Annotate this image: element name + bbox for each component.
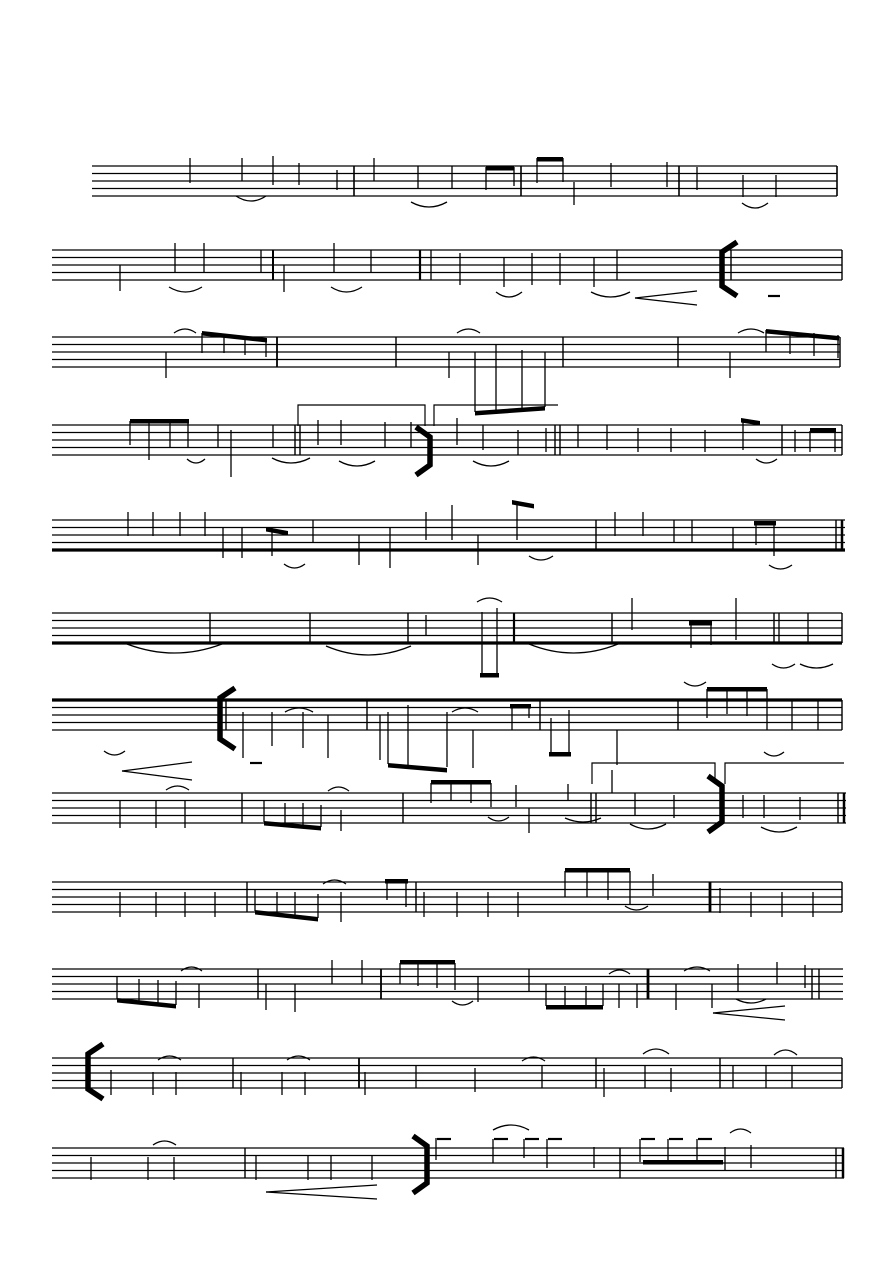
beam bbox=[266, 527, 288, 536]
beam bbox=[388, 763, 447, 773]
hairpin-crescendo bbox=[122, 771, 192, 780]
staff-7 bbox=[52, 687, 842, 780]
beam bbox=[810, 428, 836, 433]
staff-6 bbox=[52, 598, 842, 686]
slur-under bbox=[630, 824, 666, 829]
slur-over bbox=[609, 970, 630, 974]
beam bbox=[766, 329, 839, 341]
brace-glyph bbox=[416, 427, 430, 475]
slur-under bbox=[339, 461, 375, 466]
tuplet-bracket bbox=[592, 763, 715, 784]
beam bbox=[549, 752, 571, 757]
slur-under bbox=[764, 752, 784, 756]
slur-under bbox=[529, 556, 553, 560]
beam bbox=[400, 960, 455, 965]
hairpin-crescendo bbox=[266, 1192, 377, 1199]
slur-over bbox=[166, 786, 189, 790]
brace-glyph bbox=[413, 1136, 427, 1193]
slur-over bbox=[643, 1049, 669, 1054]
staff-8 bbox=[52, 763, 846, 833]
brace-glyph bbox=[88, 1044, 103, 1099]
slur-under bbox=[127, 644, 222, 653]
hairpin-crescendo bbox=[635, 298, 697, 305]
brace-glyph bbox=[220, 688, 235, 749]
slur-under bbox=[411, 202, 447, 207]
slur-over bbox=[285, 708, 313, 712]
slur-under bbox=[742, 203, 768, 208]
slur-under bbox=[761, 827, 797, 832]
slur-under bbox=[187, 459, 205, 463]
hairpin-crescendo bbox=[266, 1185, 377, 1192]
staff-10 bbox=[52, 960, 843, 1020]
slur-over bbox=[153, 1141, 176, 1145]
slur-under bbox=[473, 461, 509, 466]
staff-1 bbox=[92, 156, 837, 208]
beam bbox=[385, 879, 408, 884]
slur-under bbox=[496, 292, 522, 297]
slur-over bbox=[457, 329, 480, 333]
slur-under bbox=[772, 664, 795, 668]
slur-under bbox=[769, 565, 792, 569]
beam bbox=[643, 1160, 723, 1165]
slur-under bbox=[529, 644, 618, 653]
beam bbox=[480, 673, 499, 678]
slur-over bbox=[452, 708, 478, 712]
staff-4 bbox=[52, 405, 842, 477]
staff-3 bbox=[52, 329, 840, 416]
slur-over bbox=[477, 598, 502, 602]
slur-under bbox=[452, 1001, 473, 1005]
staff-11 bbox=[52, 1044, 842, 1099]
beam bbox=[431, 780, 491, 785]
slur-under bbox=[591, 292, 630, 297]
slur-over bbox=[738, 329, 764, 333]
beam bbox=[537, 157, 563, 162]
slur-over bbox=[774, 1050, 797, 1055]
hairpin-crescendo bbox=[122, 762, 192, 771]
slur-under bbox=[331, 287, 362, 292]
beam bbox=[486, 166, 514, 171]
slur-over bbox=[730, 1129, 751, 1133]
slur-over bbox=[493, 1125, 529, 1130]
tuplet-bracket bbox=[725, 763, 844, 784]
beam bbox=[475, 406, 545, 416]
slur-under bbox=[684, 682, 706, 686]
beam bbox=[512, 500, 534, 509]
staff-2 bbox=[52, 242, 842, 305]
staff-9 bbox=[52, 868, 842, 922]
slur-over bbox=[328, 787, 349, 791]
slur-under bbox=[169, 287, 202, 292]
beam bbox=[565, 868, 630, 873]
slur-under bbox=[284, 564, 305, 568]
beam bbox=[510, 704, 531, 709]
beam bbox=[689, 621, 712, 626]
hairpin-crescendo bbox=[713, 1006, 785, 1013]
staff-5 bbox=[52, 500, 845, 569]
beam bbox=[546, 1005, 603, 1010]
slur-under bbox=[625, 906, 648, 910]
slur-over bbox=[174, 329, 196, 333]
slur-under bbox=[756, 459, 777, 463]
beam bbox=[130, 419, 189, 424]
hairpin-crescendo bbox=[635, 291, 697, 298]
slur-under bbox=[488, 817, 509, 821]
beam bbox=[754, 521, 776, 526]
slur-under bbox=[326, 646, 411, 655]
slur-under bbox=[272, 458, 310, 463]
slur-under bbox=[800, 664, 833, 668]
hairpin-crescendo bbox=[713, 1013, 785, 1020]
staff-12 bbox=[52, 1125, 844, 1199]
beam bbox=[707, 687, 767, 692]
tuplet-bracket bbox=[298, 405, 425, 426]
slur-under bbox=[104, 751, 125, 755]
slur-under bbox=[236, 196, 266, 201]
